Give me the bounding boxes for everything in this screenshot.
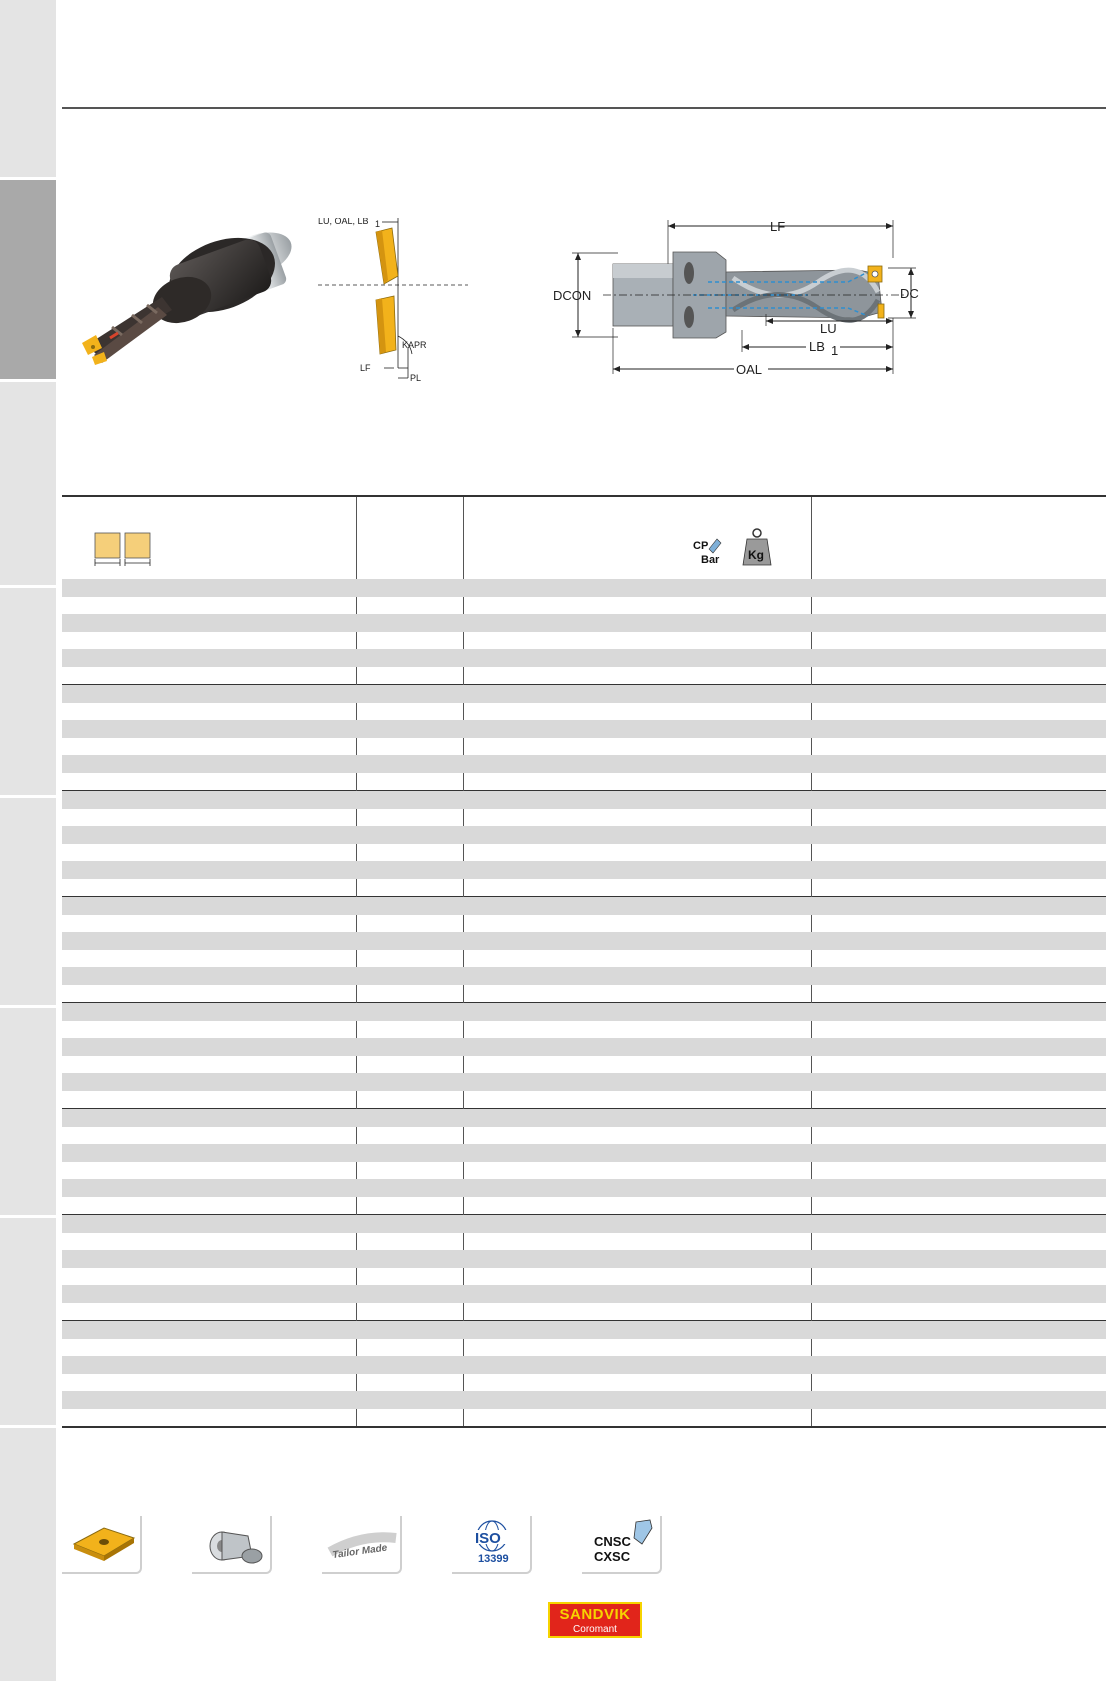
table-row — [62, 703, 1106, 721]
table-row — [62, 915, 1106, 933]
tip-label-pl: PL — [410, 373, 422, 383]
iso-13399-tile[interactable] — [452, 1516, 532, 1574]
kg-label: Kg — [748, 548, 764, 562]
product-table — [62, 495, 1106, 1428]
table-row — [62, 667, 1106, 685]
tailor-made-icon — [322, 1516, 402, 1574]
table-row — [62, 614, 1106, 632]
table-rows — [62, 579, 1106, 1426]
table-row — [62, 1268, 1106, 1286]
adapter-icon — [192, 1516, 272, 1574]
info-icon-row — [62, 1516, 682, 1574]
tip-label-sub1: 1 — [375, 219, 381, 229]
insert-size-icon — [92, 497, 162, 579]
cnsc-label: CNSC — [594, 1534, 631, 1549]
tailor-made-tile[interactable] — [322, 1516, 402, 1574]
table-row — [62, 738, 1106, 756]
tip-label-kapr: KAPR — [402, 340, 427, 350]
cnsc-cxsc-icon — [582, 1516, 662, 1574]
table-row — [62, 950, 1106, 968]
dim-label-lb1-sub: 1 — [831, 343, 839, 358]
table-row — [62, 597, 1106, 615]
table-row — [62, 1003, 1106, 1021]
table-row — [62, 1409, 1106, 1427]
cnsc-cxsc-tile[interactable] — [582, 1516, 662, 1574]
table-row — [62, 1339, 1106, 1357]
table-row — [62, 1250, 1106, 1268]
dim-label-oal: OAL — [736, 362, 763, 377]
cp-label: CP — [693, 540, 709, 552]
cxsc-label: CXSC — [594, 1549, 631, 1564]
dim-label-lf: LF — [770, 220, 786, 234]
iso-label: ISO — [475, 1530, 501, 1547]
tailor-made-label: Tailor Made — [331, 1542, 388, 1562]
table-row — [62, 826, 1106, 844]
table-row — [62, 1285, 1106, 1303]
coolant-pressure-weight-icons — [687, 497, 787, 579]
table-row — [62, 1127, 1106, 1145]
tip-label-lu-oal-lb1: LU, OAL, LB — [318, 218, 369, 226]
side-tab-2-active[interactable] — [0, 180, 56, 382]
dim-label-lu: LU — [820, 321, 837, 336]
table-row — [62, 649, 1106, 667]
table-row — [62, 1091, 1106, 1109]
tip-label-lf: LF — [360, 363, 371, 373]
adapter-link-tile[interactable] — [192, 1516, 272, 1574]
dim-label-dcon: DCON — [553, 288, 592, 303]
table-header — [62, 497, 1106, 579]
table-row — [62, 1144, 1106, 1162]
drill-product-photo — [62, 215, 302, 395]
table-row — [62, 755, 1106, 773]
brand-name: SANDVIK — [559, 1606, 631, 1623]
table-row — [62, 773, 1106, 791]
sandvik-coromant-logo — [548, 1602, 642, 1638]
table-row — [62, 1197, 1106, 1215]
table-row — [62, 1073, 1106, 1091]
iso-icon — [452, 1516, 532, 1574]
table-row — [62, 720, 1106, 738]
table-row — [62, 579, 1106, 597]
table-row — [62, 809, 1106, 827]
drill-tip-diagram — [318, 218, 468, 393]
insert-link-tile[interactable] — [62, 1516, 142, 1574]
dim-label-dc: DC — [900, 286, 919, 301]
table-row — [62, 897, 1106, 915]
side-tab-6[interactable] — [0, 1008, 56, 1218]
table-row — [62, 967, 1106, 985]
table-row — [62, 861, 1106, 879]
insert-icon — [62, 1516, 142, 1574]
table-row — [62, 932, 1106, 950]
table-row — [62, 1056, 1106, 1074]
iso-number: 13399 — [478, 1553, 509, 1565]
table-row — [62, 1038, 1106, 1056]
table-row — [62, 985, 1106, 1003]
bar-label: Bar — [701, 554, 720, 566]
side-tab-strip — [0, 0, 56, 1684]
table-row — [62, 1162, 1106, 1180]
side-tab-8[interactable] — [0, 1428, 56, 1684]
table-row — [62, 1303, 1106, 1321]
table-bottom-rule — [62, 1426, 1106, 1428]
side-tab-5[interactable] — [0, 798, 56, 1008]
side-tab-4[interactable] — [0, 588, 56, 798]
dimension-drawing — [548, 220, 928, 382]
table-row — [62, 1374, 1106, 1392]
table-row — [62, 632, 1106, 650]
side-tab-1[interactable] — [0, 0, 56, 180]
table-row — [62, 685, 1106, 703]
table-row — [62, 1179, 1106, 1197]
header-rule — [62, 107, 1106, 109]
table-row — [62, 844, 1106, 862]
brand-sub: Coromant — [573, 1624, 617, 1635]
table-row — [62, 1215, 1106, 1233]
side-tab-7[interactable] — [0, 1218, 56, 1428]
table-row — [62, 1321, 1106, 1339]
table-row — [62, 1391, 1106, 1409]
table-row — [62, 1109, 1106, 1127]
table-row — [62, 1021, 1106, 1039]
table-row — [62, 1356, 1106, 1374]
dim-label-lb1: LB — [809, 339, 825, 354]
table-row — [62, 879, 1106, 897]
table-row — [62, 791, 1106, 809]
side-tab-3[interactable] — [0, 382, 56, 588]
table-row — [62, 1233, 1106, 1251]
